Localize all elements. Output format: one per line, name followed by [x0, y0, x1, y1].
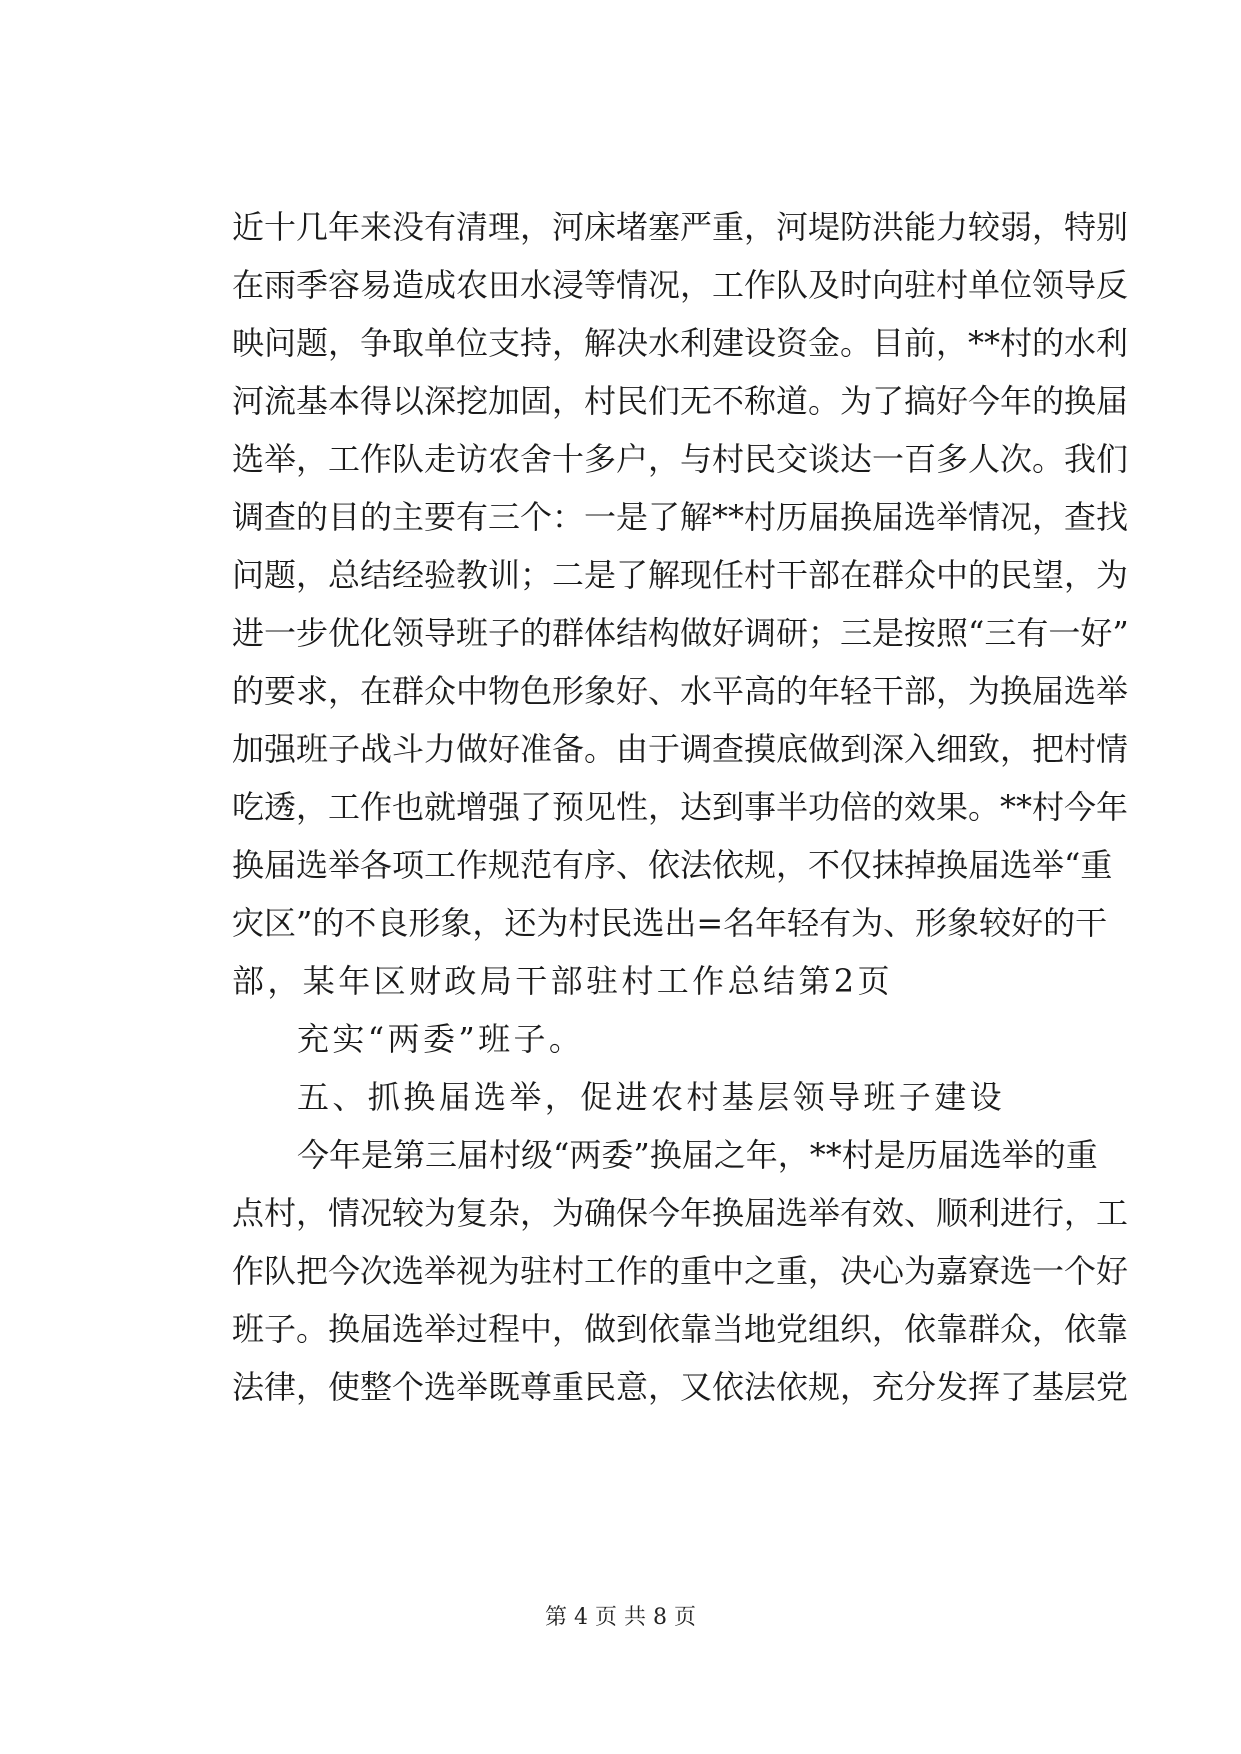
body-line: 吃透，工作也就增强了预见性，达到事半功倍的效果。**村今年	[232, 788, 1129, 826]
body-line: 在雨季容易造成农田水浸等情况，工作队及时向驻村单位领导反	[232, 266, 1129, 304]
body-line: 河流基本得以深挖加固，村民们无不称道。为了搞好今年的换届	[232, 382, 1129, 420]
body-line: 换届选举各项工作规范有序、依法依规，不仅抹掉换届选举“重	[232, 846, 1113, 884]
paragraph-start-line: 充实“两委”班子。	[297, 1020, 585, 1058]
body-line: 的要求，在群众中物色形象好、水平高的年轻干部，为换届选举	[232, 672, 1129, 710]
body-line: 映问题，争取单位支持，解决水利建设资金。目前，**村的水利	[232, 324, 1129, 362]
body-line: 进一步优化领导班子的群体结构做好调研；三是按照“三有一好”	[232, 614, 1129, 652]
body-line: 点村，情况较为复杂，为确保今年换届选举有效、顺利进行，工	[232, 1194, 1129, 1232]
body-line: 选举，工作队走访农舍十多户，与村民交谈达一百多人次。我们	[232, 440, 1129, 478]
body-line: 调查的目的主要有三个：一是了解**村历届换届选举情况，查找	[232, 498, 1129, 536]
body-line: 灾区”的不良形象，还为村民选出=名年轻有为、形象较好的干	[232, 904, 1108, 942]
body-line: 加强班子战斗力做好准备。由于调查摸底做到深入细致，把村情	[232, 730, 1129, 768]
body-line: 问题，总结经验教训；二是了解现任村干部在群众中的民望，为	[232, 556, 1129, 594]
body-line: 班子。换届选举过程中，做到依靠当地党组织，依靠群众，依靠	[232, 1310, 1129, 1348]
body-line: 近十几年来没有清理，河床堵塞严重，河堤防洪能力较弱，特别	[232, 208, 1129, 246]
body-line: 法律，使整个选举既尊重民意，又依法依规，充分发挥了基层党	[232, 1368, 1129, 1406]
page-number-footer: 第 4 页 共 8 页	[545, 1605, 696, 1630]
paragraph-start-line: 今年是第三届村级“两委”换届之年，**村是历届选举的重	[297, 1136, 1098, 1174]
body-line: 部，某年区财政局干部驻村工作总结第2页	[232, 962, 893, 1000]
body-line: 作队把今次选举视为驻村工作的重中之重，决心为嘉寮选一个好	[232, 1252, 1129, 1290]
section-heading: 五、抓换届选举，促进农村基层领导班子建设	[297, 1078, 1006, 1116]
